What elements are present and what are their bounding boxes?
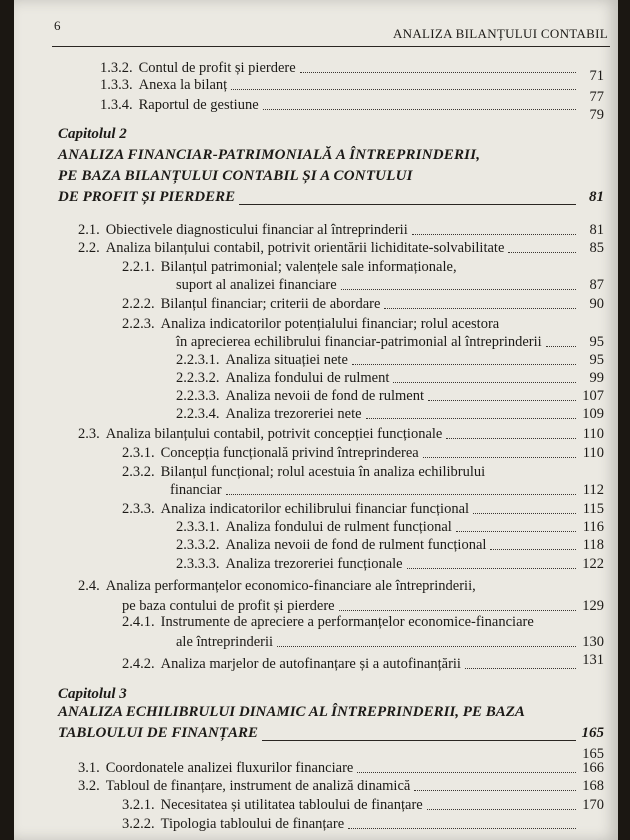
toc-entry: 2.4.1. Instrumente de apreciere a performanțelor economice-financiare xyxy=(122,614,534,630)
toc-entry: 3.2.2. Tipologia tabloului de finanțare xyxy=(122,816,604,833)
toc-entry: 2.2. Analiza bilanțului contabil, potrivit orientării lichiditate-solvabilitate 85 xyxy=(78,240,604,256)
toc-entry: 2.2.3.4. Analiza trezoreriei nete 109 xyxy=(176,406,604,422)
toc-entry: 2.3.3.2. Analiza nevoii de fond de rulment funcțional 118 xyxy=(176,537,604,553)
toc-entry-continuation: financiar 112 xyxy=(170,482,604,498)
toc-entry: 2.1. Obiectivele diagnosticului financiar al întreprinderii 81 xyxy=(78,222,604,238)
toc-entry: 2.2.3.2. Analiza fondului de rulment 99 xyxy=(176,370,604,386)
toc-entry: 2.3. Analiza bilanțului contabil, potrivit concepției funcționale 110 xyxy=(78,426,604,442)
toc-entry: 2.3.3.1. Analiza fondului de rulment funcțional 116 xyxy=(176,519,604,535)
toc-entry: 2.2.3.1. Analiza situației nete 95 xyxy=(176,352,604,368)
running-title: ANALIZA BILANȚULUI CONTABIL xyxy=(392,26,608,41)
toc-entry: 2.4.2. Analiza marjelor de autofinanțare și a autofinanțării xyxy=(122,656,604,673)
toc-entry: 3.2.1. Necesitatea și utilitatea tabloului de finanțare 170 xyxy=(122,797,604,813)
toc-entry: 2.2.3. Analiza indicatorilor potențialului financiar; rolul acestora xyxy=(122,316,500,332)
toc-entry: 2.4. Analiza performanțelor economico-financiare ale întreprinderii, xyxy=(78,578,476,594)
toc-entry-continuation: în aprecierea echilibrului financiar-patrimonial al întreprinderii 95 xyxy=(176,334,604,350)
page-number: 6 xyxy=(54,18,61,33)
chapter-label: Capitolul 2 xyxy=(58,126,127,142)
toc-entry: 79 xyxy=(589,107,604,123)
chapter-title-line: DE PROFIT ȘI PIERDERE 81 xyxy=(58,189,604,205)
toc-entry: 3.2. Tabloul de finanțare, instrument de analiză dinamică 168 xyxy=(78,778,604,794)
chapter-title-line: ANALIZA ECHILIBRULUI DINAMIC AL ÎNTREPRINDERII, PE BAZA xyxy=(58,704,525,720)
toc-entry: 2.3.3. Analiza indicatorilor echilibrului financiar funcțional 115 xyxy=(122,501,604,517)
toc-entry: 131 xyxy=(582,652,604,668)
chapter-title-line: TABLOULUI DE FINANȚARE 165 xyxy=(58,725,604,741)
toc-entry: 2.2.2. Bilanțul financiar; criterii de abordare 90 xyxy=(122,296,604,312)
toc-entry-continuation: ale întreprinderii 130 xyxy=(176,634,604,650)
toc-entry-continuation: pe baza contului de profit și pierdere 129 xyxy=(122,598,604,614)
toc-entry: 71 xyxy=(589,68,604,84)
toc-entry: 1.3.3. Anexa la bilanț xyxy=(100,77,604,94)
toc-entry: 165 xyxy=(582,746,604,762)
toc-entry-continuation: suport al analizei financiare 87 xyxy=(176,277,604,293)
toc-entry: 2.2.1. Bilanțul patrimonial; valențele sale informaționale, xyxy=(122,259,457,275)
book-page xyxy=(14,0,618,840)
page-header xyxy=(52,18,610,47)
toc-entry: 1.3.4. Raportul de gestiune xyxy=(100,97,604,114)
toc-entry: 2.3.2. Bilanțul funcțional; rolul acestuia în analiza echilibrului xyxy=(122,464,486,480)
chapter-title-line: ANALIZA FINANCIAR-PATRIMONIALĂ A ÎNTREPRINDERII, xyxy=(58,147,481,163)
toc-entry: 3.1. Coordonatele analizei fluxurilor financiare 166 xyxy=(78,760,604,776)
toc-entry: 1.3.2. Contul de profit și pierdere xyxy=(100,60,604,77)
chapter-label: Capitolul 3 xyxy=(58,686,127,702)
toc-entry: 77 xyxy=(589,89,604,105)
chapter-title-line: PE BAZA BILANȚULUI CONTABIL ȘI A CONTULUI xyxy=(58,168,413,184)
toc-entry: 2.3.3.3. Analiza trezoreriei funcționale 122 xyxy=(176,556,604,572)
toc-entry: 2.3.1. Concepția funcțională privind întreprinderea 110 xyxy=(122,445,604,461)
toc-entry: 2.2.3.3. Analiza nevoii de fond de rulment 107 xyxy=(176,388,604,404)
